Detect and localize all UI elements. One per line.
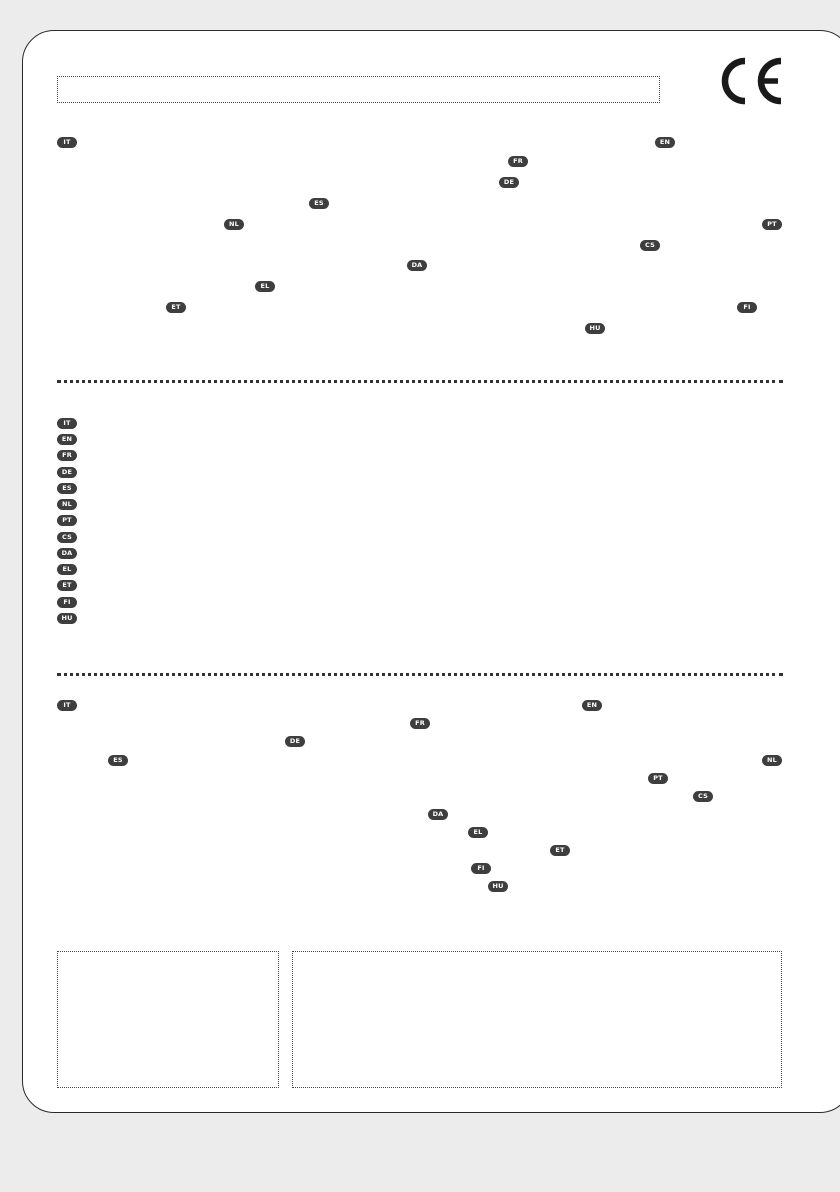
lang-badge-el: EL [255, 281, 275, 292]
lang-badge-it: IT [57, 137, 77, 148]
lang-badge-en: EN [655, 137, 675, 148]
lang-badge-hu: HU [585, 323, 605, 334]
lang-badge-en: EN [57, 434, 77, 445]
lang-badge-da: DA [407, 260, 427, 271]
lang-badge-nl: NL [224, 219, 244, 230]
lang-badge-hu: HU [57, 613, 77, 624]
lang-badge-fi: FI [57, 597, 77, 608]
lang-badge-et: ET [550, 845, 570, 856]
lang-badge-es: ES [309, 198, 329, 209]
lang-badge-nl: NL [57, 499, 77, 510]
lang-badge-de: DE [285, 736, 305, 747]
lang-badge-cs: CS [693, 791, 713, 802]
lang-badge-fi: FI [737, 302, 757, 313]
lang-badge-pt: PT [57, 515, 77, 526]
title-field[interactable] [57, 76, 660, 103]
lang-badge-et: ET [166, 302, 186, 313]
lang-badge-fi: FI [471, 863, 491, 874]
lang-badge-pt: PT [648, 773, 668, 784]
lang-badge-nl: NL [762, 755, 782, 766]
lang-badge-it: IT [57, 418, 77, 429]
lang-badge-en: EN [582, 700, 602, 711]
lang-badge-da: DA [57, 548, 77, 559]
lang-badge-cs: CS [640, 240, 660, 251]
footer-right-box[interactable] [292, 951, 782, 1088]
ce-mark-icon [715, 57, 785, 105]
lang-badge-es: ES [108, 755, 128, 766]
lang-badge-fr: FR [410, 718, 430, 729]
lang-badge-it: IT [57, 700, 77, 711]
lang-badge-el: EL [468, 827, 488, 838]
lang-badge-fr: FR [508, 156, 528, 167]
lang-badge-da: DA [428, 809, 448, 820]
lang-badge-de: DE [57, 467, 77, 478]
section-divider-2 [57, 673, 783, 676]
lang-badge-el: EL [57, 564, 77, 575]
lang-badge-pt: PT [762, 219, 782, 230]
lang-badge-et: ET [57, 580, 77, 591]
lang-badge-fr: FR [57, 450, 77, 461]
footer-left-box[interactable] [57, 951, 279, 1088]
lang-badge-es: ES [57, 483, 77, 494]
lang-badge-hu: HU [488, 881, 508, 892]
lang-badge-de: DE [499, 177, 519, 188]
section-divider-1 [57, 380, 783, 383]
lang-badge-cs: CS [57, 532, 77, 543]
